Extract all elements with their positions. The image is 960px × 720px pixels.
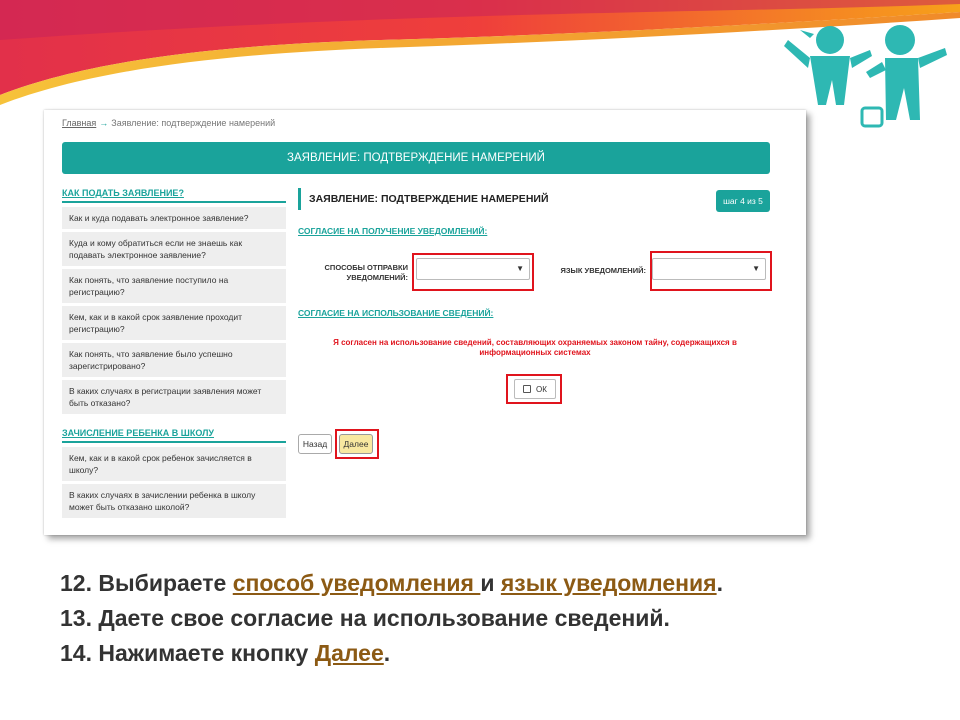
instruction-text: .	[716, 570, 723, 596]
instruction-line-12	[60, 566, 940, 601]
step-badge: шаг 4 из 5	[716, 190, 770, 212]
instruction-line-14	[60, 636, 940, 671]
chevron-down-icon: ▼	[516, 264, 524, 273]
sidebar-item[interactable]: Кем, как и в какой срок ребенок зачисляется в школу?	[62, 447, 286, 481]
instruction-number: 14. Нажимаете кнопку	[60, 640, 315, 666]
instruction-line-13: 13. Даете свое согласие на использование сведений.	[60, 605, 670, 631]
sidebar	[62, 188, 286, 521]
notification-method-label: СПОСОБЫ ОТПРАВКИ УВЕДОМЛЕНИЙ:	[324, 263, 408, 282]
notifications-heading: СОГЛАСИЕ НА ПОЛУЧЕНИЕ УВЕДОМЛЕНИЙ:	[298, 226, 488, 236]
consent-ok-label: ОК	[536, 384, 547, 394]
chevron-down-icon: ▼	[752, 264, 760, 273]
usage-heading: СОГЛАСИЕ НА ИСПОЛЬЗОВАНИЕ СВЕДЕНИЙ:	[298, 308, 494, 318]
highlight-next: Далее	[314, 640, 384, 666]
form-title: ЗАЯВЛЕНИЕ: ПОДТВЕРЖДЕНИЕ НАМЕРЕНИЙ	[298, 188, 549, 210]
breadcrumb	[62, 118, 275, 128]
sidebar-heading-how-to-apply[interactable]: КАК ПОДАТЬ ЗАЯВЛЕНИЕ?	[62, 188, 286, 203]
sidebar-item[interactable]: Как понять, что заявление было успешно зарегистрировано?	[62, 343, 286, 377]
sidebar-item[interactable]: Кем, как и в какой срок заявление проходит регистрацию?	[62, 306, 286, 340]
next-button[interactable]: Далее	[339, 434, 373, 454]
back-button[interactable]: Назад	[298, 434, 332, 454]
breadcrumb-home-link[interactable]: Главная	[62, 118, 97, 128]
page-header-bar: ЗАЯВЛЕНИЕ: ПОДТВЕРЖДЕНИЕ НАМЕРЕНИЙ	[62, 142, 770, 174]
highlight-notification-method: способ уведомления	[232, 570, 481, 596]
breadcrumb-current: Заявление: подтверждение намерений	[111, 118, 276, 128]
sidebar-item[interactable]: Как понять, что заявление поступило на регистрацию?	[62, 269, 286, 303]
highlight-frame	[335, 429, 379, 459]
website-screenshot	[44, 110, 806, 535]
instructions	[60, 566, 940, 671]
sidebar-item[interactable]: Как и куда подавать электронное заявление?	[62, 207, 286, 229]
consent-text: Я согласен на использование сведений, составляющих охраняемых законом тайну, содержащихся в информационных системах	[333, 338, 737, 357]
highlight-notification-language: язык уведомления	[500, 570, 717, 596]
sidebar-item[interactable]: В каких случаях в зачислении ребенка в школу может быть отказано школой?	[62, 484, 286, 518]
sidebar-item[interactable]: Куда и кому обратиться если не знаешь как подавать электронное заявление?	[62, 232, 286, 266]
breadcrumb-arrow-icon: →	[99, 118, 109, 128]
sidebar-item[interactable]: В каких случаях в регистрации заявления может быть отказано?	[62, 380, 286, 414]
instruction-text: и	[480, 570, 501, 596]
highlight-frame	[412, 253, 534, 291]
sidebar-heading-enrollment[interactable]: ЗАЧИСЛЕНИЕ РЕБЕНКА В ШКОЛУ	[62, 428, 286, 443]
notification-language-label: ЯЗЫК УВЕДОМЛЕНИЙ:	[560, 266, 646, 275]
instruction-number: 12. Выбираете	[60, 570, 233, 596]
instruction-text: .	[383, 640, 391, 666]
highlight-frame	[650, 251, 772, 291]
highlight-frame	[506, 374, 562, 404]
